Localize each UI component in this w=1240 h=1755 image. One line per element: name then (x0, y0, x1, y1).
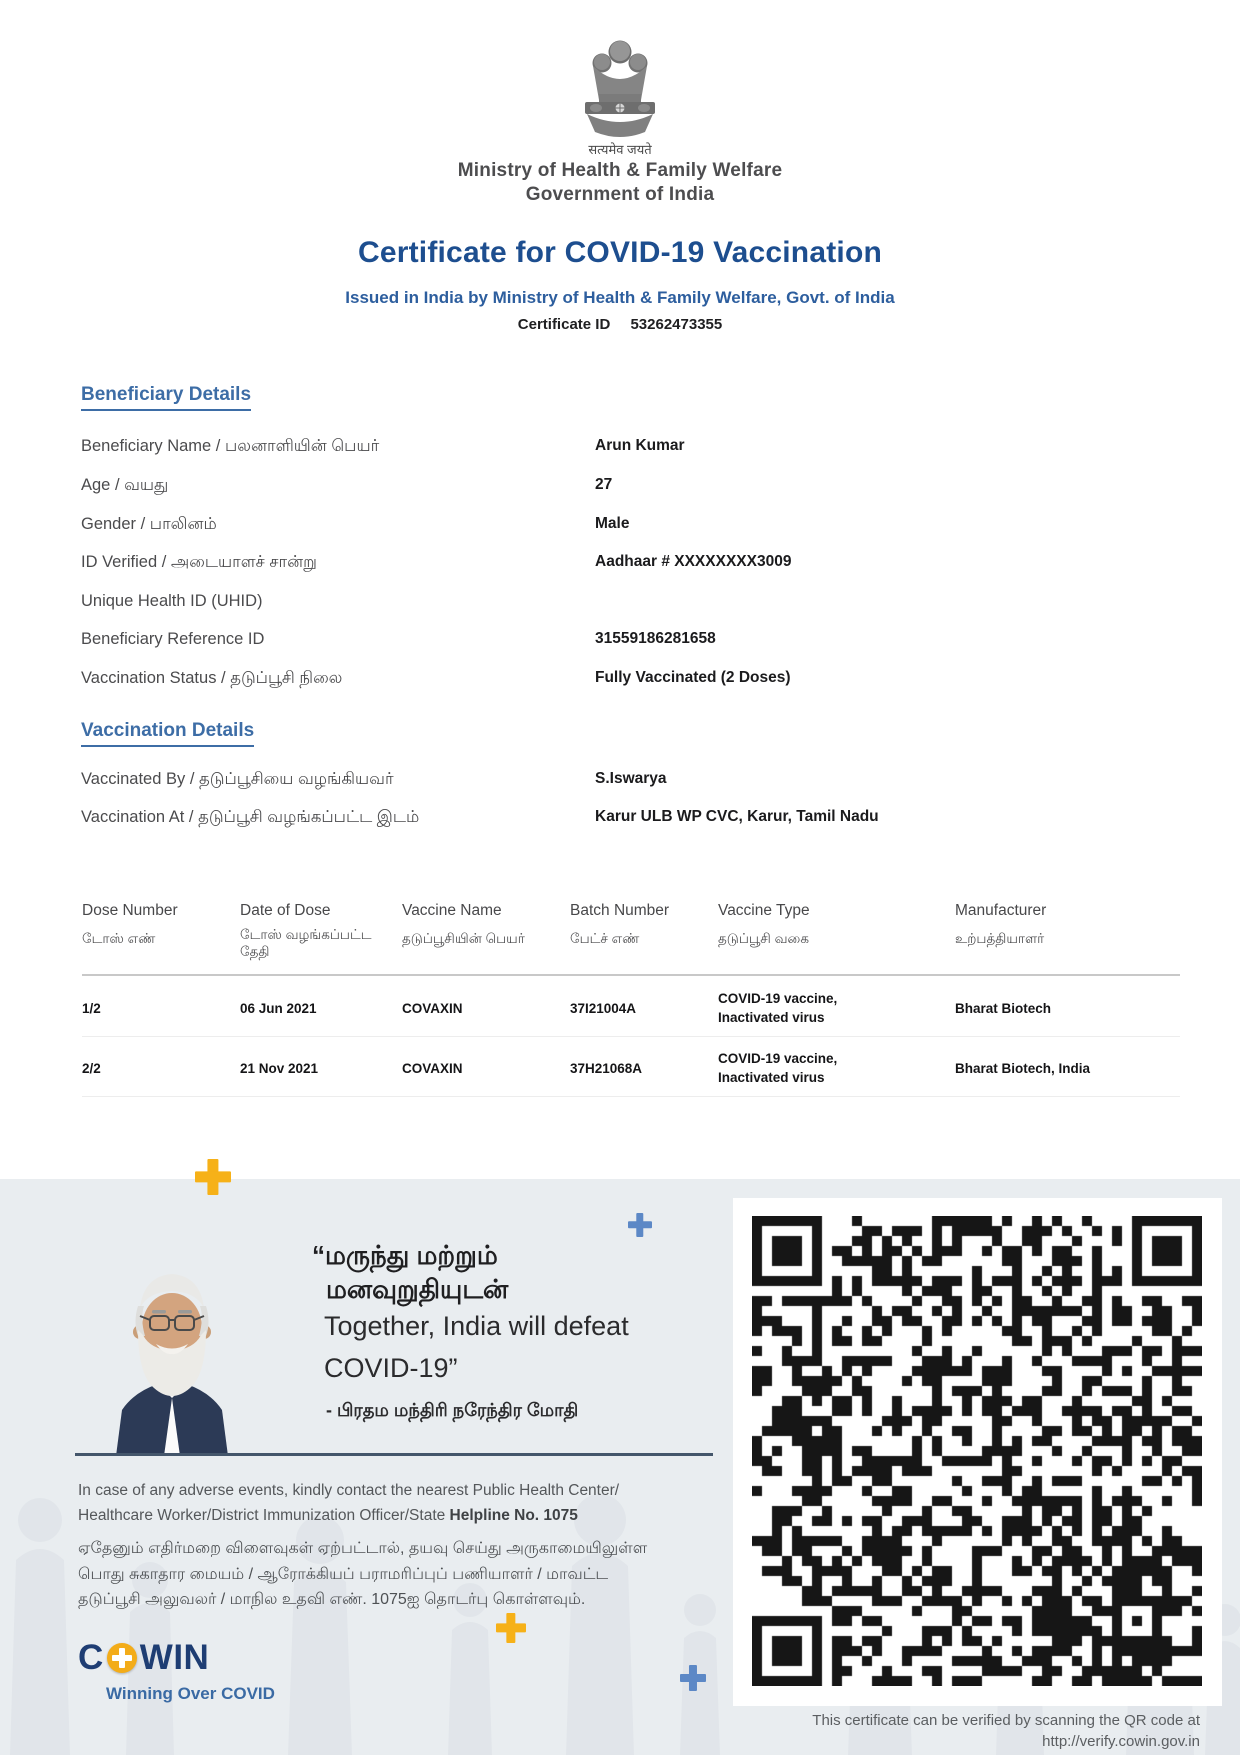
column-header-date-of-dose: Date of Dose (240, 902, 331, 919)
cell-date-of-dose: 06 Jun 2021 (240, 1001, 317, 1016)
quote-english-line1: Together, India will defeat (324, 1311, 629, 1341)
cell-dose-number: 1/2 (82, 1001, 101, 1016)
certificate-subtitle: Issued in India by Ministry of Health & Family Welfare, Govt. of India (345, 288, 895, 307)
row-label: ID Verified / அடையாளச் சான்று (81, 553, 317, 571)
table-row-rule (82, 1036, 1180, 1037)
blue-plus-icon (628, 1213, 652, 1237)
row-value: Arun Kumar (595, 437, 685, 454)
certificate-id-value: 53262473355 (630, 316, 723, 333)
column-header-vaccine-name: Vaccine Name (402, 902, 502, 919)
cowin-logo (78, 1638, 209, 1678)
column-header-ta: தடுப்பூசியின் பெயர் (402, 931, 525, 946)
table-header-rule (82, 974, 1180, 976)
qr-container (733, 1198, 1222, 1706)
vaccination-row (81, 808, 879, 834)
column-header-ta: தடுப்பூசி வகை (718, 931, 809, 946)
quote-tamil-line2: மனவுறுதியுடன் (326, 1274, 509, 1304)
adverse-note-line2: Healthcare Worker/District Immunization Officer/State Helpline No. 1075 (78, 1507, 578, 1524)
adverse-note-line1: In case of any adverse events, kindly contact the nearest Public Health Center/ (78, 1482, 620, 1499)
column-header-ta: டோஸ் வழங்கப்பட்ட தேதி (240, 927, 372, 959)
cell-vaccine-name: COVAXIN (402, 1061, 463, 1076)
cell-vaccine-type: COVID-19 vaccine, Inactivated virus (718, 1051, 838, 1085)
row-label: Unique Health ID (UHID) (81, 592, 263, 610)
cell-manufacturer: Bharat Biotech, India (955, 1061, 1091, 1076)
row-value: S.Iswarya (595, 770, 667, 787)
row-value: Fully Vaccinated (2 Doses) (595, 669, 791, 686)
column-header-batch-number: Batch Number (570, 902, 670, 919)
row-label: Beneficiary Reference ID (81, 630, 265, 648)
yellow-plus-icon (195, 1159, 231, 1195)
verify-note-line1: This certificate can be verified by scanning the QR code at (812, 1712, 1200, 1729)
certificate-id-label: Certificate ID (517, 316, 611, 333)
ministry-name: Ministry of Health & Family Welfare (457, 160, 783, 181)
certificate-id (0, 316, 1240, 333)
column-header-manufacturer: Manufacturer (955, 902, 1047, 919)
vaccination-row (81, 770, 667, 796)
emblem-caption: सत्यमेव जयते (588, 142, 652, 157)
row-label: Gender / பாலினம் (81, 515, 217, 533)
table-row-rule (82, 1096, 1180, 1097)
yellow-plus-icon (496, 1613, 526, 1643)
column-header-vaccine-type: Vaccine Type (718, 902, 810, 919)
national-emblem-icon (575, 36, 665, 140)
quote-attribution: - பிரதம மந்திரி நரேந்திர மோதி (326, 1400, 579, 1420)
cowin-logo-c: C (78, 1638, 104, 1677)
cowin-logo-win: WIN (139, 1638, 210, 1677)
row-value: 31559186281658 (595, 630, 716, 647)
cell-dose-number: 2/2 (82, 1061, 101, 1076)
qr-code (752, 1216, 1202, 1686)
row-value: 27 (595, 476, 613, 493)
certificate-title: Certificate for COVID-19 Vaccination (357, 236, 882, 269)
adverse-note-ta: ஏதேனும் எதிர்மறை விளைவுகள் ஏற்பட்டால், தயவு செய்து அருகாமையிலுள்ள பொது சுகாதார மையம் / ஆரோக்கியப் பராமரிப்புப் பணியாளர் / மாவட்ட தடுப்பூசி அலுவலர் / மாநில உதவி எண். 1075ஐ தொடர்பு கொள்ளவும். (78, 1540, 648, 1608)
beneficiary-row (81, 437, 685, 463)
column-header-ta: உற்பத்தியாளர் (955, 931, 1045, 946)
cell-vaccine-type: COVID-19 vaccine, Inactivated virus (718, 991, 838, 1025)
quote-english-line2: COVID-19” (324, 1353, 458, 1383)
beneficiary-row (81, 669, 791, 695)
government-name: Government of India (525, 184, 715, 205)
row-label: Vaccination Status / தடுப்பூசி நிலை (81, 669, 343, 687)
beneficiary-row (81, 515, 630, 541)
row-value: Aadhaar # XXXXXXXX3009 (595, 553, 792, 570)
row-value: Karur ULB WP CVC, Karur, Tamil Nadu (595, 808, 879, 825)
beneficiary-row (81, 553, 792, 579)
verify-note (812, 1710, 1200, 1752)
cell-batch-number: 37I21004A (570, 1001, 637, 1016)
cowin-tagline: Winning Over COVID (106, 1684, 275, 1703)
verify-note-line2: http://verify.cowin.gov.in (1042, 1733, 1200, 1750)
cowin-plus-icon (107, 1643, 137, 1673)
column-header-dose-number: Dose Number (82, 902, 178, 919)
quote-tamil-line1: “மருந்து மற்றும் (312, 1240, 498, 1270)
column-header-ta: பேட்ச் எண் (570, 931, 640, 946)
cell-batch-number: 37H21068A (570, 1061, 643, 1076)
beneficiary-row (81, 476, 613, 502)
section-heading-beneficiary: Beneficiary Details (81, 384, 251, 411)
quote-divider (75, 1453, 713, 1456)
section-heading-vaccination: Vaccination Details (81, 720, 254, 747)
adverse-note-en (78, 1478, 668, 1528)
row-label: Age / வயது (81, 476, 169, 494)
helpline-number: Helpline No. 1075 (449, 1507, 578, 1524)
cell-manufacturer: Bharat Biotech (955, 1001, 1052, 1016)
cell-date-of-dose: 21 Nov 2021 (240, 1061, 319, 1076)
row-label: Vaccinated By / தடுப்பூசியை வழங்கியவர் (81, 770, 394, 788)
pm-modi-photo (76, 1256, 268, 1456)
beneficiary-row (81, 630, 716, 656)
cell-vaccine-name: COVAXIN (402, 1001, 463, 1016)
row-label: Vaccination At / தடுப்பூசி வழங்கப்பட்ட இடம் (81, 808, 420, 826)
row-label: Beneficiary Name / பலனாளியின் பெயர் (81, 437, 380, 455)
column-header-ta: டோஸ் எண் (82, 931, 156, 946)
beneficiary-row (81, 592, 263, 618)
blue-plus-icon (680, 1665, 706, 1691)
row-value: Male (595, 515, 630, 532)
